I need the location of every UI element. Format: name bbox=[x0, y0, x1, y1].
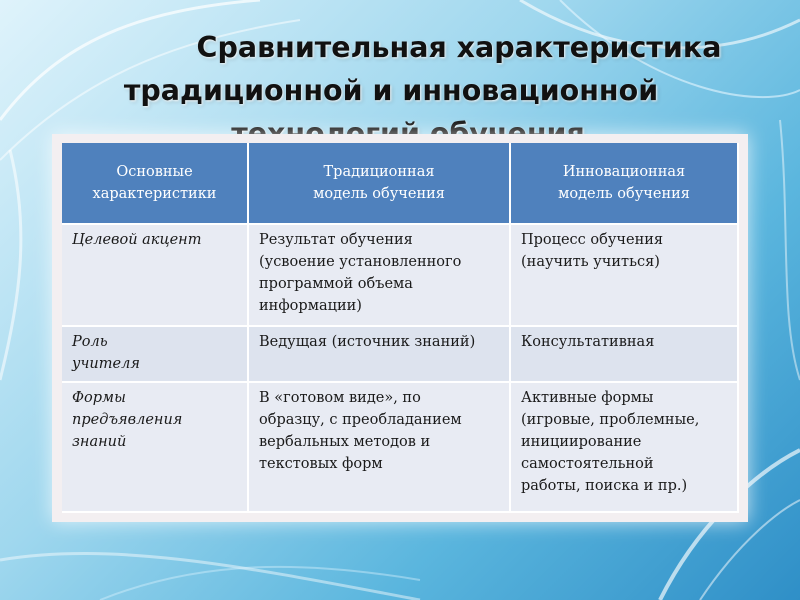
innovative-cell: Процесс обучения (научить учиться) bbox=[510, 224, 738, 326]
comparison-table bbox=[62, 143, 739, 513]
table-row bbox=[62, 224, 738, 326]
column-header-characteristics: Основные характеристики bbox=[62, 143, 248, 224]
table-row bbox=[62, 382, 738, 512]
column-header-traditional: Традиционная модель обучения bbox=[248, 143, 510, 224]
table-row bbox=[62, 326, 738, 382]
table-header-row bbox=[62, 143, 738, 224]
traditional-cell: Ведущая (источник знаний) bbox=[248, 326, 510, 382]
innovative-cell: Консультативная bbox=[510, 326, 738, 382]
innovative-cell: Активные формы (игровые, проблемные, инициирование самостоятельной работы, поиска и пр.) bbox=[510, 382, 738, 512]
row-label: Роль учителя bbox=[62, 326, 248, 382]
title-line-2: традиционной и инновационной bbox=[123, 74, 659, 107]
row-label: Целевой акцент bbox=[62, 224, 248, 326]
traditional-cell: Результат обучения (усвоение установленного программой объема информации) bbox=[248, 224, 510, 326]
title-line-1: Сравнительная характеристика bbox=[196, 31, 722, 64]
column-header-innovative: Инновационная модель обучения bbox=[510, 143, 738, 224]
row-label: Формы предъявления знаний bbox=[62, 382, 248, 512]
traditional-cell: В «готовом виде», по образцу, с преобладанием вербальных методов и текстовых форм bbox=[248, 382, 510, 512]
